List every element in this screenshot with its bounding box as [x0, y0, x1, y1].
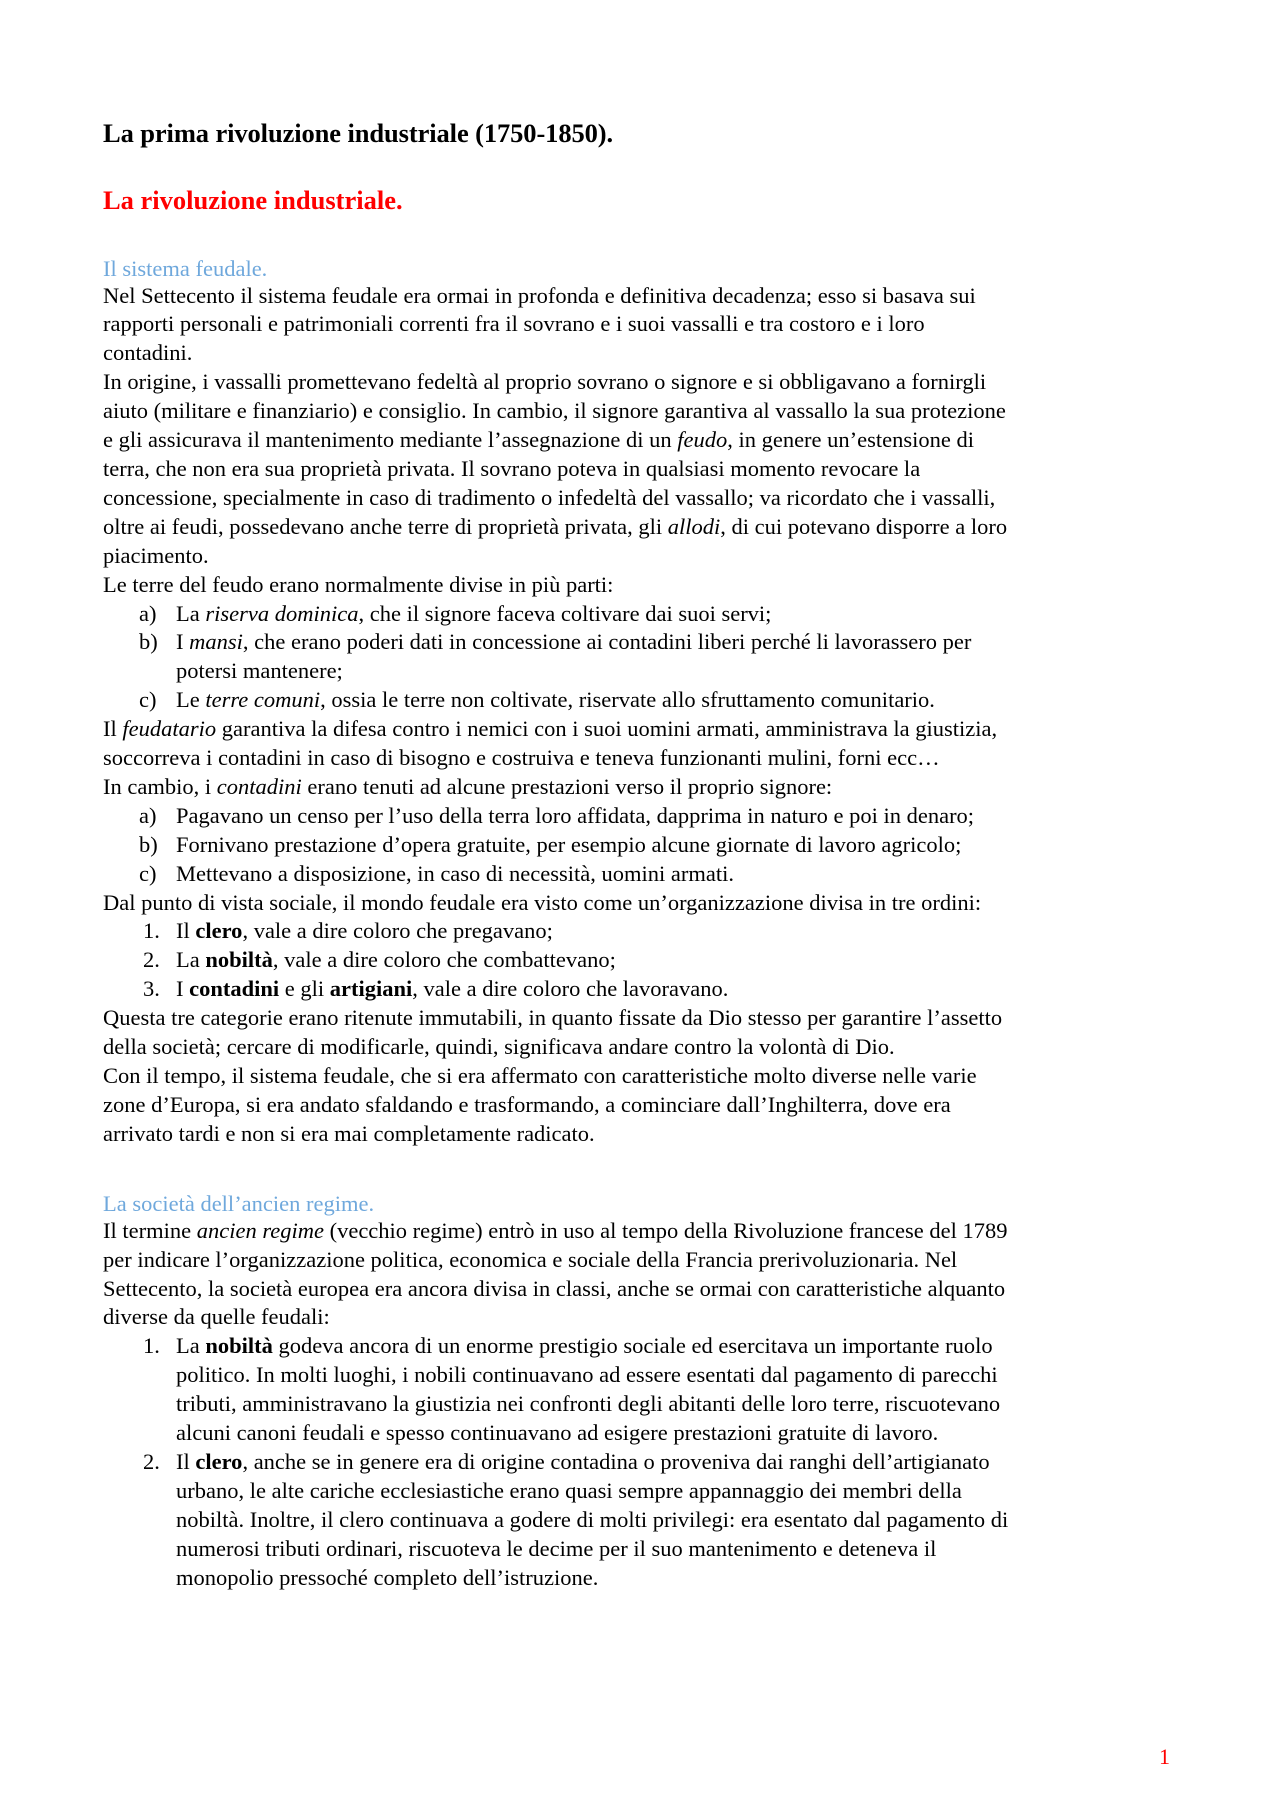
text-run: I	[176, 629, 190, 655]
list-item	[103, 686, 1018, 715]
italic-allodi: allodi	[667, 513, 721, 539]
italic-contadini: contadini	[216, 773, 302, 799]
bold-artigiani: artigiani	[329, 976, 413, 1002]
italic-mansi: mansi	[189, 629, 243, 655]
list-item	[103, 831, 1018, 860]
paragraph-contadini-prestazioni	[103, 773, 1018, 802]
text-run: La	[176, 947, 206, 973]
text-run: , in genere un’estensione di terra, che non era sua proprietà privata. Il sovrano poteva in qualsiasi momento revocare la concessione, specialmente in caso di tradimento o infedeltà del vassallo; va ricordato che i vassalli, oltre ai feudi, possedevano anche terre di proprietà privata, gli	[103, 427, 996, 539]
list-item	[103, 1448, 1018, 1593]
text-run: , vale a dire coloro che lavoravano.	[412, 976, 729, 1002]
list-tre-ordini	[103, 917, 1018, 1004]
list-marker: a)	[139, 600, 157, 626]
text-run: , che il signore faceva coltivare dai suoi servi;	[358, 600, 772, 626]
page-title: La prima rivoluzione industriale (1750-1850).	[103, 118, 614, 148]
text-run: Il	[176, 1448, 196, 1474]
list-marker: c)	[139, 687, 157, 713]
text-run: e gli	[279, 976, 330, 1002]
text-run: I	[176, 976, 190, 1002]
italic-riserva-dominica: riserva dominica	[205, 600, 359, 626]
list-item	[103, 860, 1018, 889]
list-item	[103, 1332, 1018, 1448]
italic-ancien-regime: ancien regime	[196, 1217, 324, 1243]
paragraph-terre-del-feudo: Le terre del feudo erano normalmente divise in più parti:	[103, 571, 614, 597]
text-run: La	[176, 600, 206, 626]
list-marker: 2.	[143, 947, 160, 973]
paragraph-tre-ordini: Dal punto di vista sociale, il mondo feudale era visto come un’organizzazione divisa in tre ordini:	[103, 889, 982, 915]
list-item	[103, 802, 1018, 831]
text-run: garantiva la difesa contro i nemici con i suoi uomini armati, amministrava la giustizia, soccorreva i contadini in caso di bisogno e costruiva e teneva funzionanti mulini, forni ecc…	[103, 716, 998, 771]
text-run: Fornivano prestazione d’opera gratuite, per esempio alcune giornate di lavoro agricolo;	[176, 831, 962, 857]
italic-feudo: feudo	[677, 427, 728, 453]
list-marker: c)	[139, 860, 157, 886]
bold-clero: clero	[195, 1448, 243, 1474]
list-item	[103, 628, 1018, 686]
paragraph-categorie-immutabili: Questa tre categorie erano ritenute immutabili, in quanto fissate da Dio stesso per garantire l’assetto della società; cercare di modificarle, quindi, significava andare contro la volontà di Dio.	[103, 1005, 1003, 1060]
text-run: , di cui potevano disporre a loro piacimento.	[103, 513, 1008, 568]
text-run: erano tenuti ad alcune prestazioni verso il proprio signore:	[301, 773, 833, 799]
page-number: 1	[1159, 1744, 1170, 1769]
paragraph-ancien-regime-1	[103, 1217, 1018, 1333]
list-marker: b)	[139, 629, 158, 655]
list-item	[103, 600, 1018, 629]
text-run: , ossia le terre non coltivate, riservate allo sfruttamento comunitario.	[320, 687, 935, 713]
text-run: , che erano poderi dati in concessione ai contadini liberi perché li lavorassero per potersi mantenere;	[176, 629, 972, 684]
text-run: La	[176, 1333, 206, 1359]
text-run: In origine, i vassalli promettevano fedeltà al proprio sovrano o signore e si obbligavano a fornirgli aiuto (militare e finanziario) e consiglio. In cambio, il signore garantiva al vassallo la sua protezione e gli assicurava il mantenimento mediante l’assegnazione di un	[103, 369, 1006, 453]
text-run: Mettevano a disposizione, in caso di necessità, uomini armati.	[176, 860, 734, 886]
list-marker: 1.	[143, 918, 160, 944]
list-marker: 2.	[143, 1448, 160, 1474]
text-run: Pagavano un censo per l’uso della terra loro affidata, dapprima in naturo e poi in denaro;	[176, 802, 975, 828]
section-heading-rivoluzione-industriale: La rivoluzione industriale.	[103, 185, 403, 216]
bold-clero: clero	[195, 918, 243, 944]
list-marker: a)	[139, 802, 157, 828]
paragraph-sfaldamento-feudale: Con il tempo, il sistema feudale, che si era affermato con caratteristiche molto diverse nelle varie zone d’Europa, si era andato sfaldando e trasformando, a cominciare dall’Inghilterra, dove era arrivato tardi e non si era mai completamente radicato.	[103, 1063, 977, 1146]
list-marker: 1.	[143, 1333, 160, 1359]
bold-nobilta: nobiltà	[205, 1333, 273, 1359]
page-content	[103, 118, 1018, 1593]
list-marker: b)	[139, 831, 158, 857]
list-marker: 3.	[143, 976, 160, 1002]
text-run: Il termine	[103, 1217, 197, 1243]
italic-terre-comuni: terre comuni	[205, 687, 321, 713]
list-prestazioni-contadini	[103, 802, 1018, 889]
subheading-societa-ancien-regime: La società dell’ancien regime.	[103, 1190, 375, 1216]
list-classi-ancien-regime	[103, 1332, 1018, 1592]
paragraph-sistema-feudale-1: Nel Settecento il sistema feudale era ormai in profonda e definitiva decadenza; esso si basava sui rapporti personali e patrimoniali correnti fra il sovrano e i suoi vassalli e tra costoro e i loro contadini.	[103, 282, 976, 366]
bold-nobilta: nobiltà	[205, 947, 273, 973]
text-run: Le	[176, 687, 206, 713]
list-terre-del-feudo	[103, 600, 1018, 716]
text-run: Il	[103, 716, 123, 742]
text-run: Il	[176, 918, 196, 944]
italic-feudatario: feudatario	[122, 716, 217, 742]
list-item	[103, 946, 1018, 975]
text-run: godeva ancora di un enorme prestigio sociale ed esercitava un importante ruolo politico. In molti luoghi, i nobili continuavano ad essere esentati dal pagamento di parecchi tributi, amministravano la giustizia nei confronti degli abitanti delle loro terre, riscuotevano alcuni canoni feudali e spesso continuavano ad esigere prestazioni gratuite di lavoro.	[176, 1333, 1001, 1446]
bold-contadini: contadini	[189, 976, 280, 1002]
paragraph-feudatario	[103, 715, 1018, 773]
text-run: , vale a dire coloro che pregavano;	[242, 918, 553, 944]
subheading-il-sistema-feudale: Il sistema feudale.	[103, 255, 268, 281]
text-run: (vecchio regime) entrò in uso al tempo della Rivoluzione francese del 1789 per indicare l’organizzazione politica, economica e sociale della Francia prerivoluzionaria. Nel Settecento, la società europea era ancora divisa in classi, anche se ormai con caratteristiche alquanto diverse da quelle feudali:	[103, 1217, 1008, 1330]
list-item	[103, 917, 1018, 946]
text-run: , anche se in genere era di origine contadina o proveniva dai ranghi dell’artigianato urbano, le alte cariche ecclesiastiche erano quasi sempre appannaggio dei membri della nobiltà. Inoltre, il clero continuava a godere di molti privilegi: era esentato dal pagamento di numerosi tributi ordinari, riscuoteva le decime per il suo mantenimento e deteneva il monopolio pressoché completo dell’istruzione.	[176, 1448, 1009, 1590]
text-run: , vale a dire coloro che combattevano;	[272, 947, 616, 973]
paragraph-sistema-feudale-2	[103, 368, 1018, 570]
list-item	[103, 975, 1018, 1004]
text-run: In cambio, i	[103, 773, 217, 799]
